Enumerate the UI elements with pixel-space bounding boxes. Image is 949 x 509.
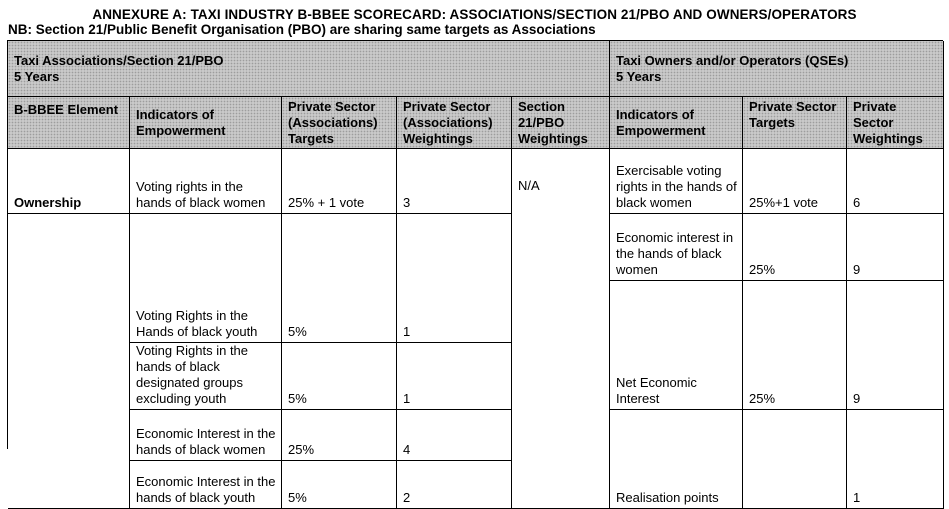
qse-weighting-cell: 9 bbox=[847, 214, 944, 281]
assoc-target-cell: 5% bbox=[282, 343, 397, 410]
assoc-indicator-cell: Economic Interest in the hands of black women bbox=[130, 410, 282, 461]
header-indicators: Indicators of Empowerment bbox=[130, 97, 282, 149]
note-text: NB: Section 21/Public Benefit Organisation (PBO) are sharing same targets as Associations bbox=[8, 22, 596, 37]
qse-indicator-cell: Exercisable voting rights in the hands of black women bbox=[610, 149, 743, 214]
header-qse-indicators: Indicators of Empowerment bbox=[610, 97, 743, 149]
assoc-indicator-cell: Voting Rights in the Hands of black youth bbox=[130, 214, 282, 343]
assoc-weighting-cell: 1 bbox=[397, 214, 512, 343]
qse-section-title: Taxi Owners and/or Operators (QSEs) bbox=[616, 53, 849, 68]
header-qse-targets: Private Sector Targets bbox=[743, 97, 847, 149]
page-title: ANNEXURE A: TAXI INDUSTRY B-BBEE SCORECARD: ASSOCIATIONS/SECTION 21/PBO AND OWNERS/OPERATORS bbox=[92, 7, 857, 22]
associations-section-title: Taxi Associations/Section 21/PBO bbox=[14, 53, 224, 68]
assoc-weighting-cell: 2 bbox=[397, 461, 512, 509]
qse-target-cell: 25%+1 vote bbox=[743, 149, 847, 214]
associations-section-years: 5 Years bbox=[14, 69, 60, 84]
qse-weighting-cell: 9 bbox=[847, 281, 944, 410]
qse-section-years: 5 Years bbox=[616, 69, 662, 84]
assoc-target-cell: 5% bbox=[282, 214, 397, 343]
scorecard-table bbox=[7, 40, 943, 505]
element-cell-empty bbox=[8, 214, 130, 509]
header-s21-weightings: Section 21/PBO Weightings bbox=[512, 97, 610, 149]
qse-section-header bbox=[610, 41, 944, 97]
header-bbbee-element: B-BBEE Element bbox=[8, 97, 130, 149]
assoc-weighting-cell: 3 bbox=[397, 149, 512, 214]
element-cell: Ownership bbox=[8, 149, 130, 214]
qse-indicator-cell: Realisation points bbox=[610, 410, 743, 509]
assoc-target-cell: 25% + 1 vote bbox=[282, 149, 397, 214]
qse-indicator-cell: Net Economic Interest bbox=[610, 281, 743, 410]
assoc-indicator-cell: Economic Interest in the hands of black youth bbox=[130, 461, 282, 509]
s21-weighting-cell: N/A bbox=[512, 149, 610, 509]
qse-target-cell: 25% bbox=[743, 214, 847, 281]
associations-section-header bbox=[8, 41, 610, 97]
assoc-target-cell: 25% bbox=[282, 410, 397, 461]
qse-weighting-cell: 1 bbox=[847, 410, 944, 509]
assoc-indicator-cell: Voting Rights in the hands of black designated groups excluding youth bbox=[130, 343, 282, 410]
assoc-weighting-cell: 1 bbox=[397, 343, 512, 410]
qse-target-cell bbox=[743, 410, 847, 509]
qse-target-cell: 25% bbox=[743, 281, 847, 410]
header-assoc-weightings: Private Sector (Associations) Weightings bbox=[397, 97, 512, 149]
assoc-weighting-cell: 4 bbox=[397, 410, 512, 461]
assoc-target-cell: 5% bbox=[282, 461, 397, 509]
qse-weighting-cell: 6 bbox=[847, 149, 944, 214]
header-assoc-targets: Private Sector (Associations) Targets bbox=[282, 97, 397, 149]
qse-indicator-cell: Economic interest in the hands of black women bbox=[610, 214, 743, 281]
header-qse-weightings: Private Sector Weightings bbox=[847, 97, 944, 149]
assoc-indicator-cell: Voting rights in the hands of black women bbox=[130, 149, 282, 214]
